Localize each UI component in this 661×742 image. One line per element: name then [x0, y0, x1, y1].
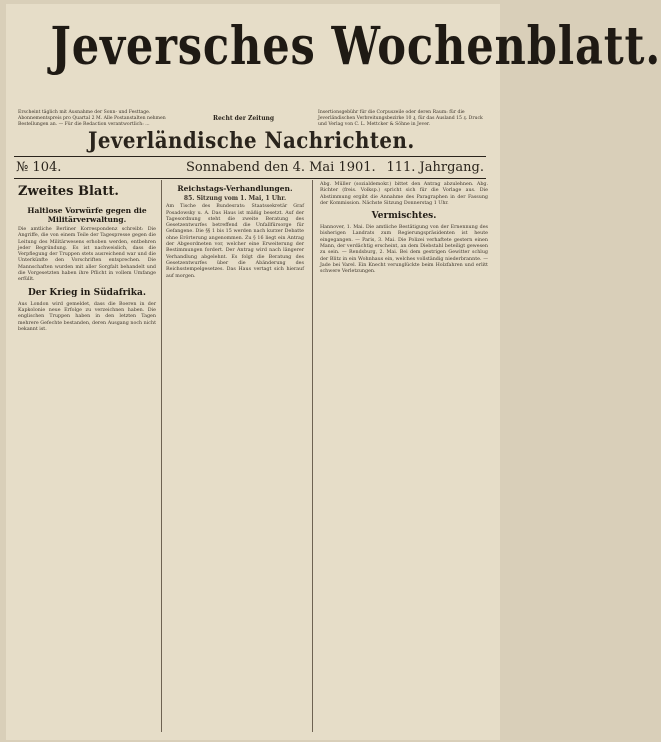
column-1 — [18, 182, 156, 732]
issue-year: 111. Jahrgang. — [386, 160, 484, 175]
masthead-title: Jeversches Wochenblatt. — [50, 16, 661, 77]
article-body: Die amtliche Berliner Korrespondenz schreibt: Die Angriffe, die von einem Teile der Tagespresse gegen die Leitung des Militärwesens erhoben werden, entbehren jeder Begründung. Es ist nachweislich, dass die Verpflegung der Truppen stets ausreichend war und die Unterkünfte den Vorschriften entsprechen. Die Mannschaften wurden mit aller Sorgfalt behandelt und die Vorgesetzten haben ihre Pflicht in vollem Umfange erfüllt. — [18, 227, 156, 283]
article-body: Am Tische des Bundesrats: Staatssekretär Graf Posadowsky u. A. Das Haus ist mäßig besetzt. Auf der Tagesordnung steht die zweite Beratung des Gesetzentwurfes betreffend die Unfallfürsorge für Gefangene. Die §§ 1 bis 15 werden nach kurzer Debatte ohne Erörterung angenommen. Zu § 16 liegt ein Antrag der Abgeordneten vor, welcher eine Erweiterung der Bestimmungen fordert. Der Antrag wird nach längerer Verhandlung abgelehnt. Es folgt die Beratung des Gesetzentwurfes über die Abänderung des Reichsstempelgesetzes. Das Haus vertagt sich hierauf auf morgen. — [166, 204, 304, 279]
column-separator — [161, 180, 162, 732]
bottom-rule — [14, 178, 486, 179]
article-body: Abg. Müller (sozialdemokr.) bittet den Antrag abzulehnen. Abg. Richter (freis. Volksp.) spricht sich für die Vorlage aus. Die Abstimmung ergibt die Annahme des Paragraphen in der Fassung der Kommission. Nächste Sitzung Donnerstag 1 Uhr. — [320, 182, 488, 206]
column-2 — [166, 182, 304, 732]
article-title: Der Krieg in Südafrika. — [27, 287, 147, 298]
article-title: Haltlose Vorwürfe gegen die Militärverwaltung. — [27, 206, 147, 224]
advert-rates-info: Insertionsgebühr für die Corpuszeile oder deren Raum: für die Jeverländischen Verbreitungsbezirke 10 ₰, für das Ausland 15 ₰. Druck und Verlag von C. L. Mettcker & Söhne in Jever. — [318, 110, 483, 127]
article-body: Aus London wird gemeldet, dass die Boeren in der Kapkolonie neue Erfolge zu verzeichnen haben. Die englischen Truppen haben in den letzten Tagen mehrere Gefechte bestanden, deren Ausgang noch nicht bekannt ist. — [18, 301, 156, 332]
article-subtitle: 85. Sitzung vom 1. Mai, 1 Uhr. — [183, 195, 287, 202]
publication-info: Erscheint täglich mit Ausnahme der Sonn- und Festtage. Abonnementspreis pro Quartal 2 M. Alle Postanstalten nehmen Bestellungen an. — Für die Redaction verantwortlich: ... — [18, 110, 166, 127]
column-3 — [320, 182, 488, 732]
top-rule — [14, 156, 486, 157]
section-heading: Zweites Blatt. — [18, 184, 119, 199]
issue-date: Sonnabend den 4. Mai 1901. — [186, 160, 376, 175]
article-body: Hannover, 1. Mai. Die amtliche Bestätigung von der Ernennung des bisherigen Landrats zum Regierungspräsidenten ist heute eingegangen. — Paris, 3. Mai. Die Polizei verhaftete gestern einen Mann, der verdächtig erscheint, an dem Diebstahl beteiligt gewesen zu sein. — Rendsburg, 2. Mai. Bei dem gestrigen Gewitter schlug der Blitz in ein Wohnhaus ein, welches vollständig niederbrannte. — Jade bei Varel. Ein Knecht verunglückte beim Holzfahren und erlitt schwere Verletzungen. — [320, 225, 488, 275]
section-heading: Vermischtes. — [371, 211, 437, 222]
column-separator — [312, 180, 313, 732]
issue-line — [16, 160, 484, 176]
newspaper-subtitle: Jeverländische Nachrichten. — [88, 128, 415, 154]
rights-note: Recht der Zeitung — [213, 115, 275, 122]
issue-number: № 104. — [16, 160, 62, 175]
article-title: Reichstags-Verhandlungen. — [177, 184, 293, 193]
